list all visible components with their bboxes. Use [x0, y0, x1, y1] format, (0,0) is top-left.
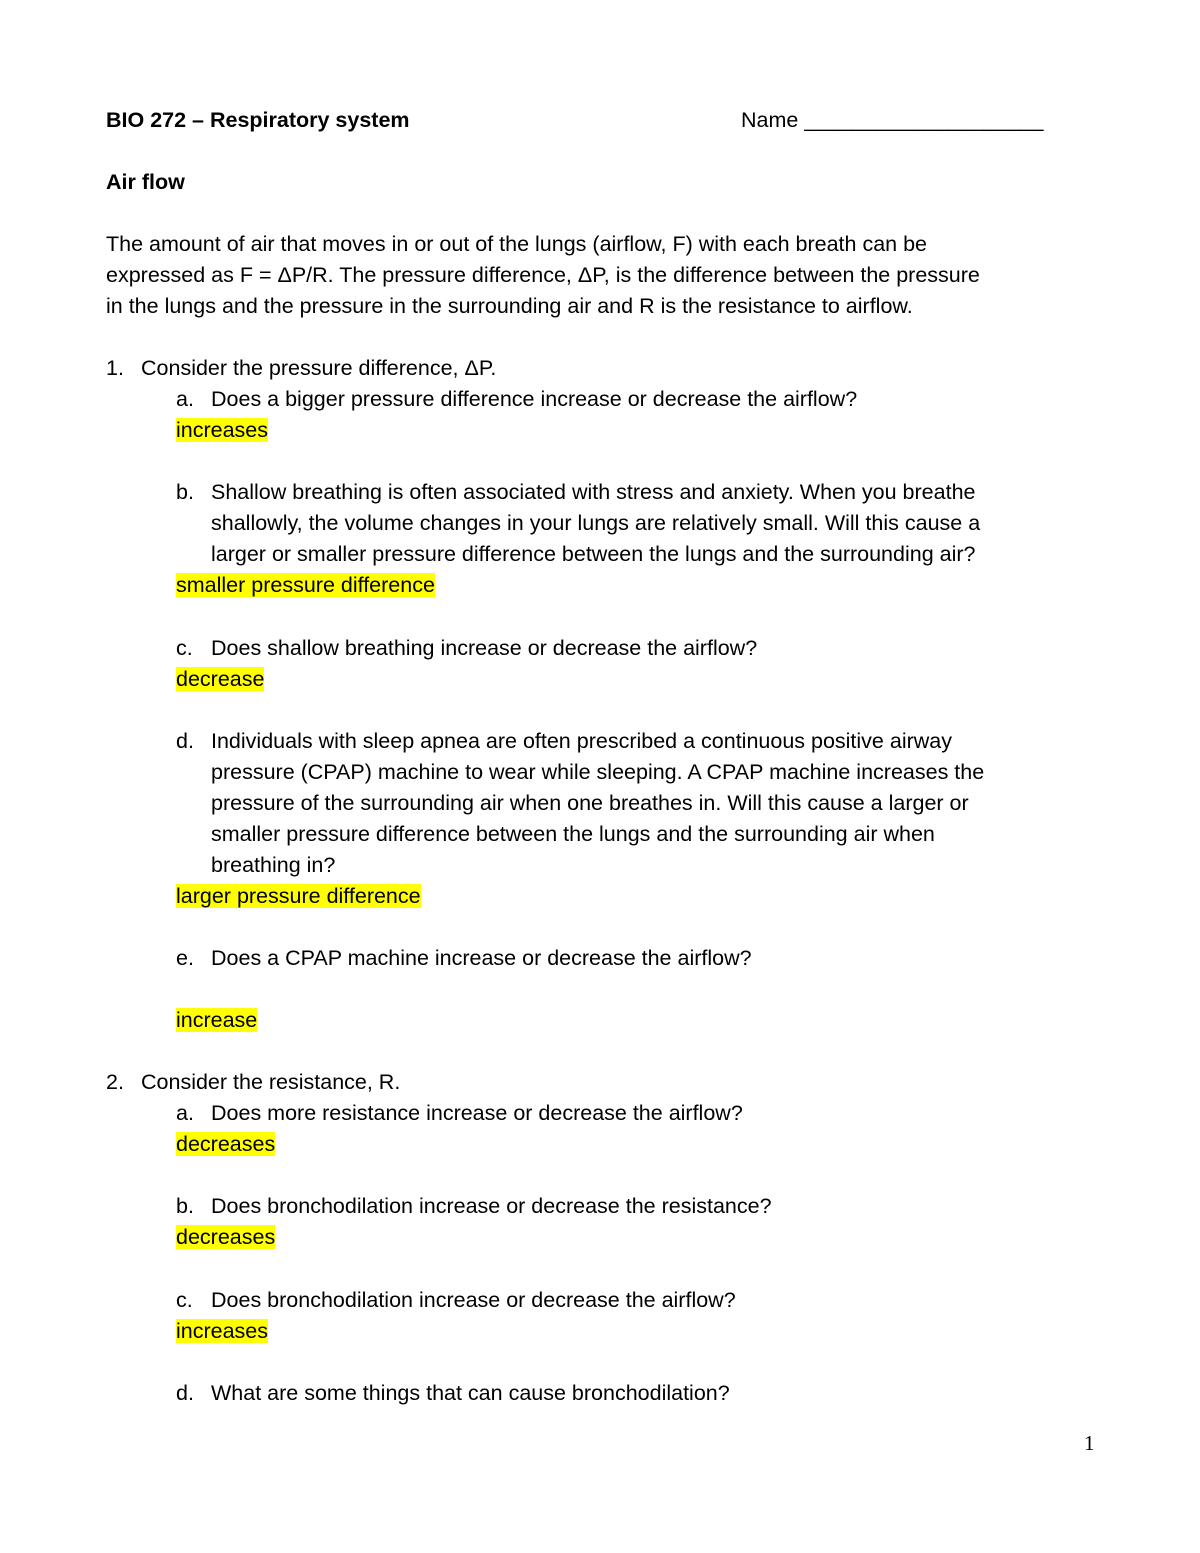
part-text: smaller pressure difference between the lungs and the surrounding air when	[211, 822, 935, 846]
part-marker: d.	[176, 729, 194, 753]
part-text: Does bronchodilation increase or decrease the resistance?	[211, 1194, 772, 1218]
question-number: 2.	[106, 1070, 124, 1094]
part-marker: b.	[176, 480, 194, 504]
question-text: Consider the pressure difference, ΔP.	[141, 356, 497, 380]
part-text: Does bronchodilation increase or decrease the airflow?	[211, 1288, 736, 1312]
highlighted-answer: increases	[176, 418, 269, 442]
question-2	[106, 1067, 400, 1098]
highlighted-answer: smaller pressure difference	[176, 573, 435, 597]
highlighted-answer: larger pressure difference	[176, 884, 421, 908]
part-text: Does more resistance increase or decrease the airflow?	[211, 1101, 743, 1125]
answer-2c	[176, 1316, 268, 1347]
part-text: larger or smaller pressure difference between the lungs and the surrounding air?	[211, 542, 976, 566]
question-1	[106, 353, 496, 384]
question-2a	[176, 1098, 743, 1129]
answer-1c	[176, 664, 264, 695]
highlighted-answer: decreases	[176, 1132, 276, 1156]
part-text: Does a CPAP machine increase or decrease the airflow?	[211, 946, 752, 970]
question-1c	[176, 633, 757, 664]
part-text: Does a bigger pressure difference increase or decrease the airflow?	[211, 387, 858, 411]
part-text: pressure of the surrounding air when one breathes in. Will this cause a larger or	[211, 791, 969, 815]
part-text: shallowly, the volume changes in your lungs are relatively small. Will this cause a	[211, 511, 981, 535]
answer-1d	[176, 881, 421, 912]
part-text: Does shallow breathing increase or decrease the airflow?	[211, 636, 758, 660]
part-marker: a.	[176, 387, 194, 411]
part-marker: c.	[176, 636, 193, 660]
page-number: 1	[1084, 1431, 1095, 1455]
highlighted-answer: decrease	[176, 667, 265, 691]
part-marker: e.	[176, 946, 194, 970]
part-marker: d.	[176, 1381, 194, 1405]
question-1a	[176, 384, 857, 415]
intro-line: in the lungs and the pressure in the surrounding air and R is the resistance to airflow.	[106, 294, 913, 318]
part-marker: c.	[176, 1288, 193, 1312]
question-1b	[176, 477, 975, 508]
answer-2a	[176, 1129, 275, 1160]
question-number: 1.	[106, 356, 124, 380]
part-text: breathing in?	[211, 853, 336, 877]
answer-1e	[176, 1005, 257, 1036]
highlighted-answer: decreases	[176, 1225, 276, 1249]
question-1e	[176, 943, 752, 974]
section-heading: Air flow	[106, 170, 185, 194]
intro-line: The amount of air that moves in or out of the lungs (airflow, F) with each breath can be	[106, 232, 928, 256]
part-text: pressure (CPAP) machine to wear while sleeping. A CPAP machine increases the	[211, 760, 985, 784]
answer-2b	[176, 1222, 275, 1253]
answer-1b	[176, 570, 435, 601]
highlighted-answer: increase	[176, 1008, 258, 1032]
highlighted-answer: increases	[176, 1319, 269, 1343]
part-marker: b.	[176, 1194, 194, 1218]
question-1d	[176, 726, 952, 757]
question-2b	[176, 1191, 772, 1222]
part-text: What are some things that can cause bronchodilation?	[211, 1381, 730, 1405]
question-2c	[176, 1285, 736, 1316]
part-text: Individuals with sleep apnea are often prescribed a continuous positive airway	[211, 729, 952, 753]
part-text: Shallow breathing is often associated with stress and anxiety. When you breathe	[211, 480, 976, 504]
question-text: Consider the resistance, R.	[141, 1070, 401, 1094]
name-field-label: Name ____________________	[741, 108, 1044, 132]
answer-1a	[176, 415, 268, 446]
question-2d	[176, 1378, 730, 1409]
intro-line: expressed as F = ΔP/R. The pressure difference, ΔP, is the difference between the pressure	[106, 263, 980, 287]
part-marker: a.	[176, 1101, 194, 1125]
course-title: BIO 272 – Respiratory system	[106, 108, 410, 132]
